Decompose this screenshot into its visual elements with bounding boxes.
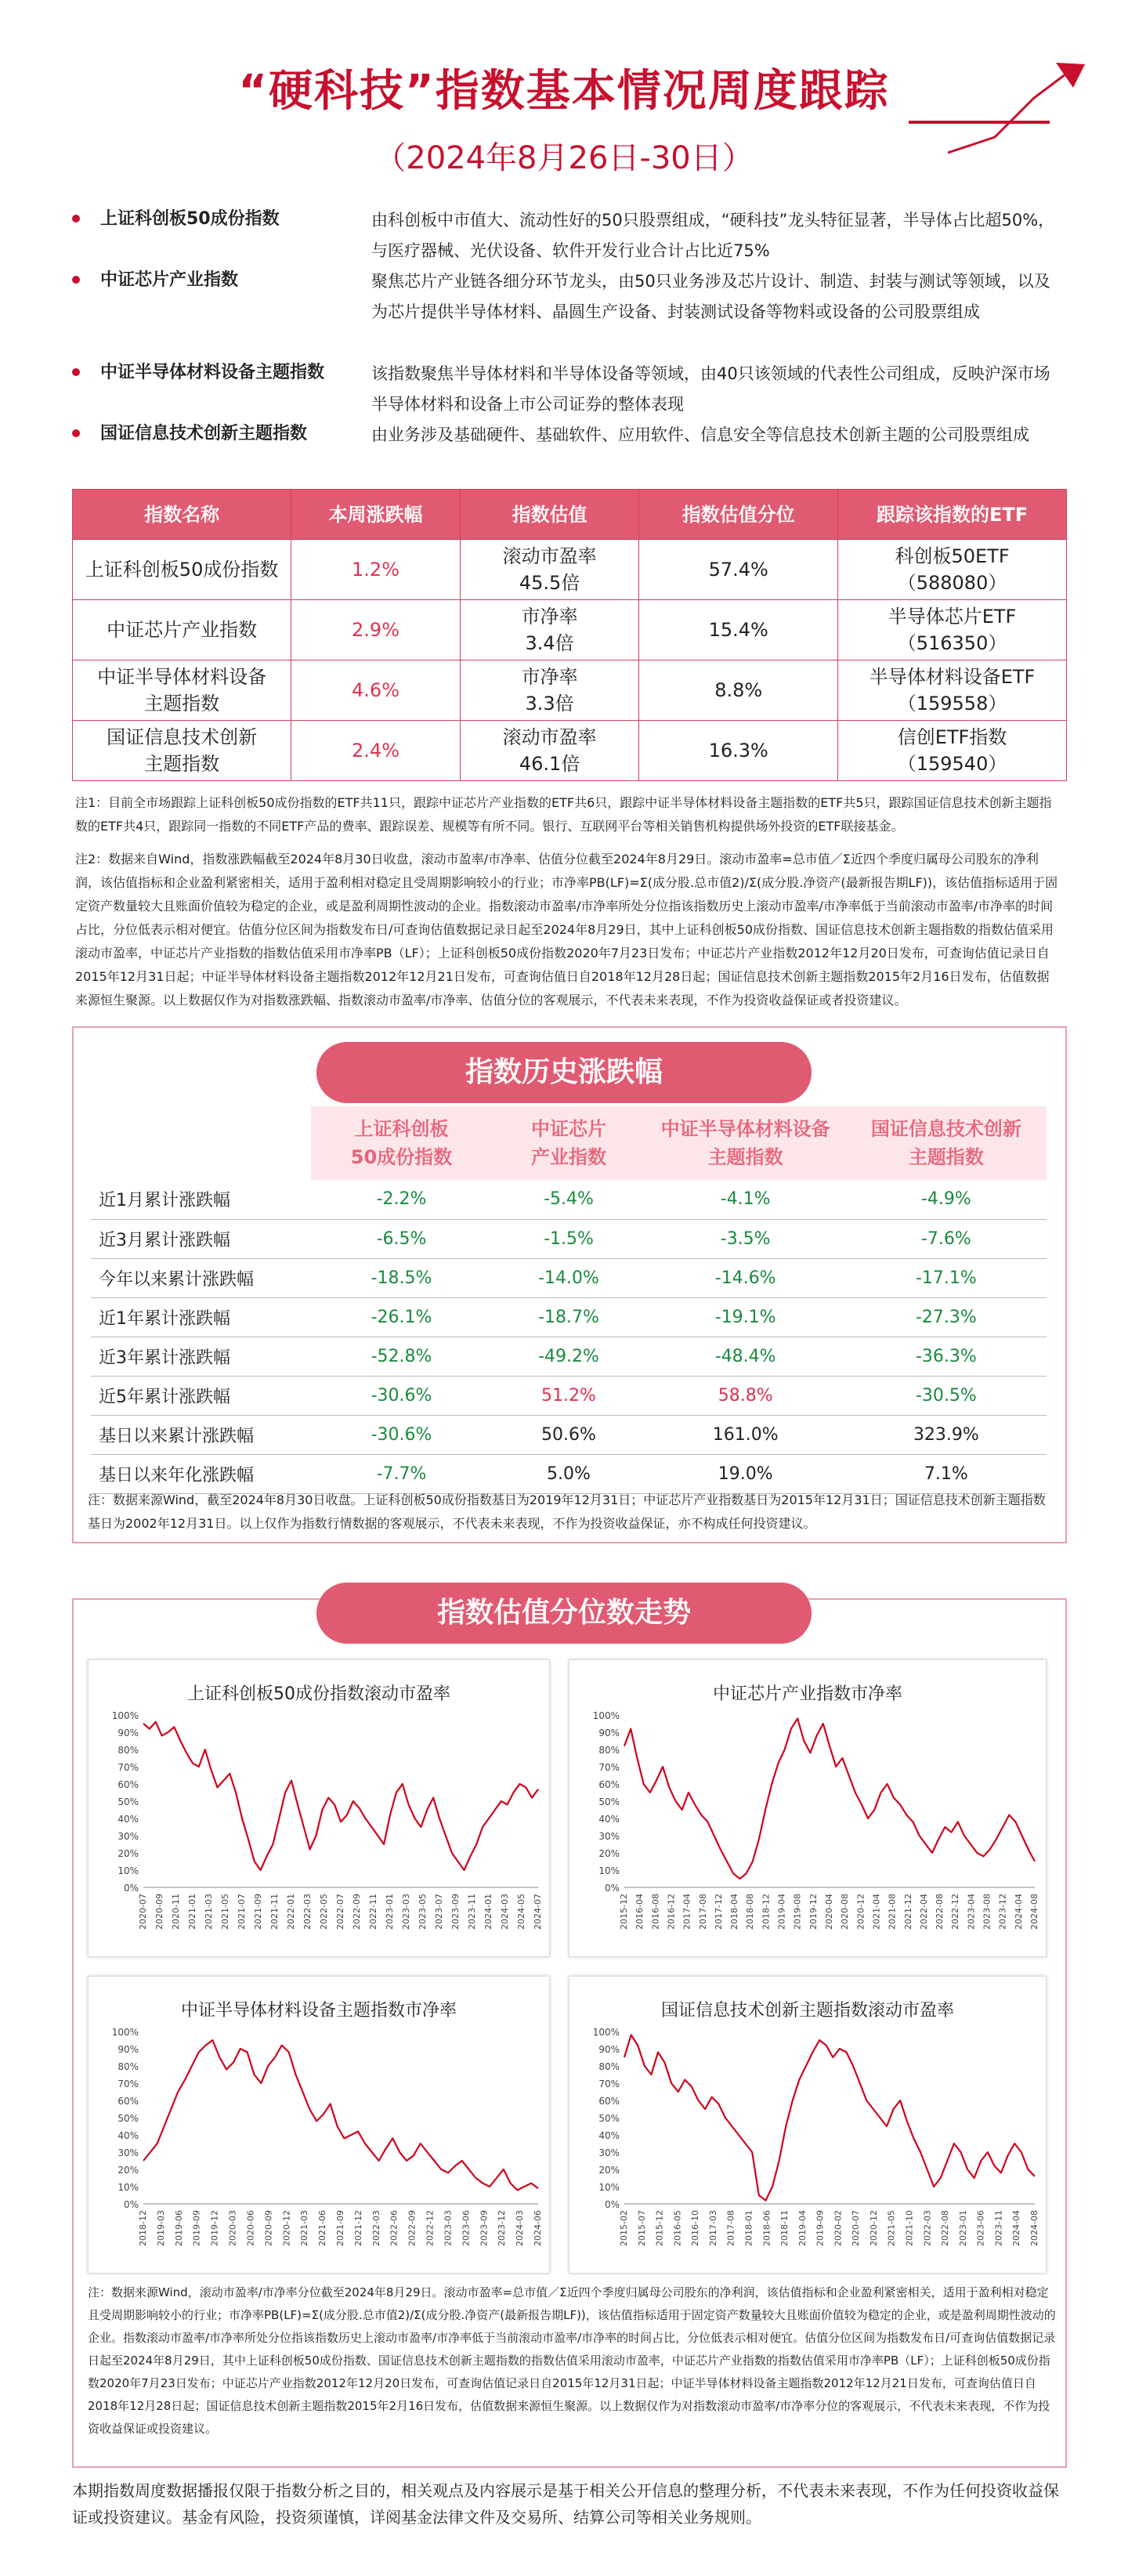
y-tick-label: 20% xyxy=(118,2165,139,2176)
x-tick-label: 2021-05 xyxy=(886,2210,897,2246)
table-row xyxy=(91,1337,1047,1376)
value-cell: -17.1% xyxy=(846,1258,1047,1297)
x-tick-label: 2020-08 xyxy=(840,1894,851,1930)
y-tick-label: 20% xyxy=(598,1848,620,1859)
x-tick-label: 2024-05 xyxy=(516,1894,526,1930)
table-row xyxy=(73,540,1067,600)
x-tick-label: 2019-08 xyxy=(792,1894,803,1930)
value-cell: -36.3% xyxy=(846,1337,1047,1376)
value-cell: -26.1% xyxy=(311,1297,493,1337)
etf-cell xyxy=(838,721,1067,781)
x-tick-label: 2018-08 xyxy=(745,1894,756,1930)
index-name: 中证芯片产业指数 xyxy=(100,270,239,290)
y-tick-label: 80% xyxy=(598,1745,620,1756)
x-tick-label: 2022-05 xyxy=(319,1894,329,1930)
header-cell: 指数估值 xyxy=(460,490,638,540)
x-tick-label: 2016-12 xyxy=(666,1894,677,1930)
index-name-line: 中证半导体材料设备 xyxy=(97,666,267,688)
etf-name: 信创ETF指数 xyxy=(897,726,1007,748)
x-tick-label: 2015-12 xyxy=(619,1894,629,1930)
header-cell xyxy=(645,1106,846,1180)
y-tick-label: 40% xyxy=(598,2130,620,2141)
table-row xyxy=(91,1180,1047,1219)
x-tick-label: 2020-07 xyxy=(138,1894,148,1930)
etf-cell xyxy=(838,660,1067,721)
x-tick-label: 2020-09 xyxy=(263,2210,274,2246)
row-label: 今年以来累计涨跌幅 xyxy=(91,1258,311,1297)
x-tick-label: 2021-05 xyxy=(220,1894,230,1930)
header-cell xyxy=(846,1106,1047,1180)
valuation-type: 滚动市盈率 xyxy=(502,545,597,567)
note-2: 注2：数据来自Wind，指数涨跌幅截至2024年8月30日收盘，滚动市盈率/市净率、估值分位截至2024年8月29日。滚动市盈率=总市值／Σ近四个季度归属母公司股东的净利润，该估值指标和企业盈利紧密相关，适用于盈利相对稳定且受周期影响较小的行业；市净率PB(LF)=Σ(成分股.总市值2)/Σ(成分股.净资产(最新报告期LF))，该估值指标适用于固定资产数量较大且账面价值较为稳定的企业，或是盈利周期性波动的企业。指数滚动市盈率/市净率所处分位指该指数历史上滚动市盈率/市净率低于当前滚动市盈率/市净率的时间占比，分位低表示相对便宜。估值分位区间为指数发布日/可查询估值数据记录日起至2024年8月29日，其中上证科创板50成份指数、国证信息技术创新主题指数的指数估值采用滚动市盈率，中证芯片产业指数的指数估值采用市净率PB（LF）；上证科创板50成份指数2020年7月23日发布；中证芯片产业指数2012年12月20日发布，可查询估值记录日自2015年12月31日起；中证半导体材料设备主题指数2012年12月21日发布，可查询估值日自2018年12月28日起；国证信息技术创新主题指数2015年2月16日发布，估值数据来源恒生聚源。以上数据仅作为对指数涨跌幅、指数滚动市盈率/市净率、估值分位的客观展示，不代表未来表现，不作为投资收益保证或者投资建议。 xyxy=(75,852,1058,1008)
x-tick-label: 2017-12 xyxy=(713,1894,724,1930)
x-tick-label: 2015-02 xyxy=(619,2210,629,2246)
value-cell: 7.1% xyxy=(846,1454,1047,1493)
chart-title: 中证芯片产业指数市净率 xyxy=(712,1684,902,1704)
index-name-line: 国证信息技术创新 xyxy=(107,726,258,748)
x-tick-label: 2019-03 xyxy=(155,2210,166,2246)
series-line xyxy=(624,1718,1035,1879)
table-row xyxy=(91,1454,1047,1493)
chart-title: 中证半导体材料设备主题指数市净率 xyxy=(180,2001,457,2021)
value-cell: -1.5% xyxy=(492,1219,645,1258)
y-tick-label: 0% xyxy=(604,2199,620,2210)
arrow-decoration-icon xyxy=(948,55,1097,157)
x-tick-label: 2018-11 xyxy=(779,2210,790,2246)
x-tick-label: 2021-09 xyxy=(335,2210,345,2246)
y-tick-label: 40% xyxy=(598,1814,620,1825)
note-1: 注1：目前全市场跟踪上证科创板50成份指数的ETF共11只，跟踪中证芯片产业指数的ETF共6只，跟踪中证半导体材料设备主题指数的ETF共5只，跟踪国证信息技术创新主题指数的ETF共4只，跟踪同一指数的不同ETF产品的费率、跟踪误差、规模等有所不同。银行、互联网平台等相关销售机构提供场外投资的ETF联接基金。 xyxy=(75,795,1052,834)
x-tick-label: 2017-04 xyxy=(682,1894,692,1930)
value-cell: -19.1% xyxy=(645,1297,846,1337)
x-tick-label: 2023-08 xyxy=(982,1894,992,1930)
x-tick-label: 2022-01 xyxy=(286,1894,296,1930)
y-tick-label: 80% xyxy=(118,1745,139,1756)
value-cell: -18.7% xyxy=(492,1297,645,1337)
value-cell: -5.4% xyxy=(492,1180,645,1219)
valuation-value: 3.4倍 xyxy=(525,632,574,654)
x-tick-label: 2020-03 xyxy=(227,2210,238,2246)
row-label: 基日以来年化涨跌幅 xyxy=(91,1454,311,1493)
value-cell: -48.4% xyxy=(645,1337,846,1376)
series-line xyxy=(143,1722,538,1870)
y-tick-label: 0% xyxy=(123,2199,139,2210)
x-tick-label: 2023-06 xyxy=(975,2210,986,2246)
history-note: 注：数据来源Wind，截至2024年8月30日收盘。上证科创板50成份指数基日为2019年12月31日；中证芯片产业指数基日为2015年12月31日；国证信息技术创新主题指数基日为2002年12月31日。以上仅作为指数行情数据的客观展示，不代表未来表现，不作为投资收益保证，亦不构成任何投资建议。 xyxy=(88,1492,1046,1531)
index-name-cell: 上证科创板50成份指数 xyxy=(73,540,291,600)
table-header-row xyxy=(91,1106,1047,1180)
chart-title: 国证信息技术创新主题指数滚动市盈率 xyxy=(660,2001,954,2021)
etf-name: 科创板50ETF xyxy=(895,545,1010,567)
value-cell: -4.1% xyxy=(645,1180,846,1219)
bullet-icon xyxy=(72,368,80,376)
x-tick-label: 2020-12 xyxy=(868,2210,879,2246)
table-row xyxy=(73,660,1067,721)
chart-svg xyxy=(89,1660,551,1958)
valuation-chart-1 xyxy=(88,1659,550,1957)
y-tick-label: 70% xyxy=(598,2079,620,2089)
x-tick-label: 2016-04 xyxy=(634,1894,645,1930)
x-tick-label: 2022-08 xyxy=(935,1894,945,1930)
x-tick-label: 2017-08 xyxy=(725,2210,736,2246)
valuation-chart-4 xyxy=(569,1976,1047,2274)
x-tick-label: 2022-03 xyxy=(922,2210,933,2246)
x-tick-label: 2015-07 xyxy=(636,2210,647,2246)
y-tick-label: 20% xyxy=(598,2165,620,2176)
table-row xyxy=(73,600,1067,660)
table-row xyxy=(91,1258,1047,1297)
y-tick-label: 90% xyxy=(118,2044,139,2055)
row-label: 基日以来累计涨跌幅 xyxy=(91,1415,311,1454)
x-tick-label: 2021-12 xyxy=(352,2210,363,2246)
x-tick-label: 2019-12 xyxy=(808,1894,819,1930)
y-tick-label: 60% xyxy=(118,2096,139,2107)
value-cell: -14.6% xyxy=(645,1258,846,1297)
header-line: 国证信息技术创新 xyxy=(870,1118,1021,1140)
weekly-change-cell: 2.4% xyxy=(291,721,461,781)
x-tick-label: 2021-03 xyxy=(299,2210,310,2246)
x-tick-label: 2024-08 xyxy=(1029,1894,1039,1930)
valuation-type: 市净率 xyxy=(521,606,578,628)
etf-code: （516350） xyxy=(897,632,1007,654)
x-tick-label: 2022-09 xyxy=(407,2210,418,2246)
index-summary-table xyxy=(72,489,1067,781)
x-tick-label: 2020-02 xyxy=(833,2210,844,2246)
bullet-icon xyxy=(72,276,80,284)
x-tick-label: 2020-04 xyxy=(824,1894,834,1930)
y-tick-label: 60% xyxy=(598,1779,620,1790)
x-tick-label: 2023-07 xyxy=(434,1894,444,1930)
value-cell: -30.6% xyxy=(311,1415,493,1454)
value-cell: 51.2% xyxy=(492,1376,645,1415)
y-tick-label: 30% xyxy=(118,2147,139,2158)
x-tick-label: 2023-03 xyxy=(401,1894,411,1930)
x-tick-label: 2022-11 xyxy=(368,1894,378,1930)
valuation-cell xyxy=(460,600,638,660)
table-row xyxy=(73,721,1067,781)
value-cell: -7.6% xyxy=(846,1219,1047,1258)
x-tick-label: 2024-08 xyxy=(1029,2210,1039,2246)
y-tick-label: 40% xyxy=(118,1814,139,1825)
valuation-value: 45.5倍 xyxy=(519,572,580,594)
chart-svg xyxy=(569,1977,1047,2274)
index-desc: 由科创板中市值大、流动性好的50只股票组成，“硬科技”龙头特征显著，半导体占比超50%，与医疗器械、光伏设备、软件开发行业合计占比近75% xyxy=(371,211,1055,260)
x-tick-label: 2019-06 xyxy=(173,2210,184,2246)
value-cell: -30.5% xyxy=(846,1376,1047,1415)
valuation-chart-3 xyxy=(88,1976,550,2274)
history-returns-table xyxy=(91,1106,1047,1494)
x-tick-label: 2023-09 xyxy=(479,2210,490,2246)
value-cell: 19.0% xyxy=(645,1454,846,1493)
header-line: 主题指数 xyxy=(908,1146,984,1168)
x-tick-label: 2020-07 xyxy=(851,2210,862,2246)
value-cell: -2.2% xyxy=(311,1180,493,1219)
header-cell: 指数估值分位 xyxy=(639,490,838,540)
y-tick-label: 60% xyxy=(598,2096,620,2107)
x-tick-label: 2023-11 xyxy=(467,1894,477,1930)
x-tick-label: 2023-06 xyxy=(461,2210,472,2246)
valuation-cell xyxy=(460,660,638,721)
etf-name: 半导体材料设备ETF xyxy=(869,666,1036,688)
x-tick-label: 2018-04 xyxy=(729,1894,740,1930)
x-tick-label: 2022-03 xyxy=(371,2210,381,2246)
value-cell: 50.6% xyxy=(492,1415,645,1454)
x-tick-label: 2022-03 xyxy=(302,1894,313,1930)
header-line: 主题指数 xyxy=(707,1146,783,1168)
history-table-body xyxy=(91,1180,1047,1493)
x-tick-label: 2018-06 xyxy=(761,2210,772,2246)
index-desc: 该指数聚焦半导体材料和半导体设备等领域，由40只该领域的代表性公司组成，反映沪深市场半导体材料和设备上市公司证券的整体表现 xyxy=(371,364,1050,414)
chart-svg xyxy=(569,1660,1047,1958)
percentile-cell: 8.8% xyxy=(639,660,838,721)
x-tick-label: 2019-12 xyxy=(209,2210,220,2246)
section-banner: 指数历史涨跌幅 xyxy=(316,1042,812,1103)
x-tick-label: 2022-08 xyxy=(940,2210,951,2246)
etf-code: （159540） xyxy=(897,753,1007,775)
chart-svg xyxy=(89,1977,551,2274)
etf-name: 半导体芯片ETF xyxy=(888,606,1017,628)
x-tick-label: 2023-04 xyxy=(966,1894,977,1930)
series-line xyxy=(624,2035,1035,2200)
x-tick-label: 2021-06 xyxy=(317,2210,328,2246)
x-tick-label: 2023-05 xyxy=(418,1894,428,1930)
x-tick-label: 2019-04 xyxy=(797,2210,808,2246)
y-tick-label: 50% xyxy=(598,2113,620,2124)
y-tick-label: 70% xyxy=(118,2079,139,2089)
x-tick-label: 2015-12 xyxy=(654,2210,665,2246)
x-tick-label: 2021-08 xyxy=(887,1894,898,1930)
value-cell: -49.2% xyxy=(492,1337,645,1376)
x-tick-label: 2022-07 xyxy=(335,1894,345,1930)
header-line: 中证半导体材料设备 xyxy=(660,1118,830,1140)
value-cell: -3.5% xyxy=(645,1219,846,1258)
x-tick-label: 2019-04 xyxy=(776,1894,787,1930)
y-tick-label: 50% xyxy=(598,1796,620,1807)
header-line: 上证科创板 xyxy=(354,1118,449,1140)
header-line: 中证芯片 xyxy=(530,1118,606,1140)
x-tick-label: 2023-03 xyxy=(443,2210,454,2246)
x-tick-label: 2019-09 xyxy=(815,2210,826,2246)
y-tick-label: 10% xyxy=(598,2182,620,2193)
section-banner: 指数估值分位数走势 xyxy=(316,1583,812,1644)
x-tick-label: 2020-06 xyxy=(245,2210,256,2246)
x-tick-label: 2017-08 xyxy=(697,1894,708,1930)
value-cell: -14.0% xyxy=(492,1258,645,1297)
valuation-value: 3.3倍 xyxy=(525,693,574,715)
value-cell: -7.7% xyxy=(311,1454,493,1493)
x-tick-label: 2022-09 xyxy=(352,1894,362,1930)
table-row xyxy=(91,1376,1047,1415)
y-tick-label: 10% xyxy=(598,1865,620,1876)
y-tick-label: 50% xyxy=(118,2113,139,2124)
x-tick-label: 2024-07 xyxy=(533,1894,543,1930)
weekly-change-cell: 1.2% xyxy=(291,540,461,600)
index-name-cell xyxy=(73,660,291,721)
x-tick-label: 2020-12 xyxy=(855,1894,866,1930)
y-tick-label: 0% xyxy=(123,1883,139,1894)
y-tick-label: 0% xyxy=(604,1883,620,1894)
percentile-cell: 57.4% xyxy=(639,540,838,600)
value-cell: 161.0% xyxy=(645,1415,846,1454)
value-cell: -52.8% xyxy=(311,1337,493,1376)
header-divider xyxy=(909,121,1050,124)
x-tick-label: 2018-12 xyxy=(138,2210,148,2246)
row-label: 近3年累计涨跌幅 xyxy=(91,1337,311,1376)
x-tick-label: 2018-12 xyxy=(761,1894,772,1930)
x-tick-label: 2022-12 xyxy=(425,2210,436,2246)
y-tick-label: 60% xyxy=(118,1779,139,1790)
y-tick-label: 20% xyxy=(118,1848,139,1859)
weekly-change-cell: 2.9% xyxy=(291,600,461,660)
chart-title: 上证科创板50成份指数滚动市盈率 xyxy=(187,1684,450,1704)
row-label: 近1年累计涨跌幅 xyxy=(91,1297,311,1337)
etf-code: （159558） xyxy=(897,693,1007,715)
index-name-line: 主题指数 xyxy=(144,693,220,715)
bullet-icon xyxy=(72,215,80,223)
table-row xyxy=(91,1415,1047,1454)
y-tick-label: 30% xyxy=(598,2147,620,2158)
x-tick-label: 2024-03 xyxy=(515,2210,526,2246)
x-tick-label: 2023-12 xyxy=(997,1894,1008,1930)
y-tick-label: 100% xyxy=(592,2027,620,2038)
x-tick-label: 2016-08 xyxy=(650,1894,661,1930)
weekly-change-cell: 4.6% xyxy=(291,660,461,721)
x-tick-label: 2023-01 xyxy=(385,1894,395,1930)
x-tick-label: 2019-09 xyxy=(191,2210,202,2246)
value-cell: 58.8% xyxy=(645,1376,846,1415)
header-line: 50成份指数 xyxy=(350,1146,453,1168)
y-tick-label: 10% xyxy=(118,2182,139,2193)
header-cell: 跟踪该指数的ETF xyxy=(838,490,1067,540)
x-tick-label: 2023-09 xyxy=(450,1894,461,1930)
x-tick-label: 2016-05 xyxy=(672,2210,683,2246)
x-tick-label: 2024-04 xyxy=(1011,2210,1022,2246)
index-name-cell: 中证芯片产业指数 xyxy=(73,600,291,660)
x-tick-label: 2023-12 xyxy=(497,2210,508,2246)
y-tick-label: 90% xyxy=(598,1728,620,1738)
bullet-icon xyxy=(72,429,80,437)
x-tick-label: 2021-07 xyxy=(237,1894,247,1930)
y-tick-label: 30% xyxy=(598,1831,620,1842)
y-tick-label: 100% xyxy=(111,2027,139,2038)
x-tick-label: 2024-04 xyxy=(1013,1894,1024,1930)
x-tick-label: 2021-12 xyxy=(902,1894,913,1930)
y-tick-label: 70% xyxy=(598,1762,620,1773)
valuation-value: 46.1倍 xyxy=(519,753,580,775)
x-tick-label: 2020-11 xyxy=(171,1894,181,1930)
valuation-note: 注：数据来源Wind，滚动市盈率/市净率分位截至2024年8月29日。滚动市盈率=总市值／Σ近四个季度归属母公司股东的净利润，该估值指标和企业盈利紧密相关，适用于盈利相对稳定且受周期影响较小的行业；市净率PB(LF)=Σ(成分股.总市值2)/Σ(成分股.净资产(最新报告期LF))，该估值指标适用于固定资产数量较大且账面价值较为稳定的企业，或是盈利周期性波动的企业。指数滚动市盈率/市净率所处分位指该指数历史上滚动市盈率/市净率低于当前滚动市盈率/市净率的时间占比，分位低表示相对便宜。估值分位区间为指数发布日/可查询估值数据记录日起至2024年8月29日，其中上证科创板50成份指数、国证信息技术创新主题指数的指数估值采用滚动市盈率，中证芯片产业指数的指数估值采用市净率PB（LF）；上证科创板50成份指数2020年7月23日发布；中证芯片产业指数2012年12月20日发布，可查询估值记录日自2015年12月31日起；中证半导体材料设备主题指数2012年12月21日发布，可查询估值日自2018年12月28日起；国证信息技术创新主题指数2015年2月16日发布，估值数据来源恒生聚源。以上数据仅作为对指数滚动市盈率/市净率分位的客观展示，不代表未来表现，不作为投资收益保证或投资建议。 xyxy=(88,2285,1056,2436)
valuation-cell xyxy=(460,721,638,781)
x-tick-label: 2022-12 xyxy=(950,1894,961,1930)
header-cell xyxy=(492,1106,645,1180)
table-row xyxy=(91,1297,1047,1337)
x-tick-label: 2020-12 xyxy=(281,2210,292,2246)
page-title: “硬科技”指数基本情况周度跟踪 xyxy=(238,66,890,117)
y-tick-label: 30% xyxy=(118,1831,139,1842)
value-cell: 5.0% xyxy=(492,1454,645,1493)
x-tick-label: 2024-06 xyxy=(533,2210,543,2246)
index-name: 上证科创板50成份指数 xyxy=(100,209,280,229)
x-tick-label: 2021-09 xyxy=(253,1894,263,1930)
x-tick-label: 2023-01 xyxy=(957,2210,968,2246)
x-tick-label: 2021-03 xyxy=(204,1894,214,1930)
y-tick-label: 90% xyxy=(118,1728,139,1738)
x-tick-label: 2024-03 xyxy=(500,1894,510,1930)
index-name: 国证信息技术创新主题指数 xyxy=(100,424,308,443)
value-cell: -6.5% xyxy=(311,1219,493,1258)
disclaimer: 本期指数周度数据播报仅限于指数分析之目的，相关观点及内容展示是基于相关公开信息的整理分析，不代表未来表现，不作为任何投资收益保证或投资建议。基金有风险，投资须谨慎，详阅基金法律文件及交易所、结算公司等相关业务规则。 xyxy=(72,2481,1059,2527)
y-tick-label: 100% xyxy=(592,1710,620,1721)
series-line xyxy=(143,2040,538,2190)
table-header-row xyxy=(73,490,1067,540)
y-tick-label: 100% xyxy=(111,1710,139,1721)
x-tick-label: 2017-03 xyxy=(707,2210,718,2246)
header-cell xyxy=(311,1106,493,1180)
percentile-cell: 16.3% xyxy=(639,721,838,781)
page-subtitle: （2024年8月26日-30日） xyxy=(374,140,754,176)
header-line: 产业指数 xyxy=(530,1146,606,1168)
valuation-type: 滚动市盈率 xyxy=(502,726,597,748)
x-tick-label: 2021-04 xyxy=(871,1894,882,1930)
y-tick-label: 80% xyxy=(598,2061,620,2072)
header-cell: 指数名称 xyxy=(73,490,291,540)
percentile-cell: 15.4% xyxy=(639,600,838,660)
y-tick-label: 90% xyxy=(598,2044,620,2055)
header-cell-empty xyxy=(91,1106,311,1180)
y-tick-label: 10% xyxy=(118,1865,139,1876)
x-tick-label: 2018-01 xyxy=(743,2210,754,2246)
etf-cell xyxy=(838,600,1067,660)
index-desc: 由业务涉及基础硬件、基础软件、应用软件、信息安全等信息技术创新主题的公司股票组成 xyxy=(371,425,1029,444)
x-tick-label: 2021-11 xyxy=(269,1894,280,1930)
x-tick-label: 2023-11 xyxy=(993,2210,1004,2246)
value-cell: -30.6% xyxy=(311,1376,493,1415)
table-row xyxy=(91,1219,1047,1258)
x-tick-label: 2022-06 xyxy=(389,2210,400,2246)
x-tick-label: 2016-10 xyxy=(690,2210,701,2246)
value-cell: -4.9% xyxy=(846,1180,1047,1219)
index-name-cell xyxy=(73,721,291,781)
index-name: 中证半导体材料设备主题指数 xyxy=(100,363,325,382)
valuation-chart-2 xyxy=(569,1659,1047,1957)
value-cell: -27.3% xyxy=(846,1297,1047,1337)
x-tick-label: 2021-10 xyxy=(904,2210,915,2246)
row-label: 近1月累计涨跌幅 xyxy=(91,1180,311,1219)
valuation-cell xyxy=(460,540,638,600)
y-tick-label: 50% xyxy=(118,1796,139,1807)
value-cell: 323.9% xyxy=(846,1415,1047,1454)
row-label: 近5年累计涨跌幅 xyxy=(91,1376,311,1415)
etf-cell xyxy=(838,540,1067,600)
etf-code: （588080） xyxy=(897,572,1007,594)
y-tick-label: 40% xyxy=(118,2130,139,2141)
y-tick-label: 70% xyxy=(118,1762,139,1773)
y-tick-label: 80% xyxy=(118,2061,139,2072)
x-tick-label: 2021-01 xyxy=(187,1894,197,1930)
x-tick-label: 2024-01 xyxy=(483,1894,494,1930)
x-tick-label: 2020-09 xyxy=(154,1894,164,1930)
index-name-line: 主题指数 xyxy=(144,753,220,775)
value-cell: -18.5% xyxy=(311,1258,493,1297)
x-tick-label: 2022-04 xyxy=(918,1894,929,1930)
index-desc: 聚焦芯片产业链各细分环节龙头，由50只业务涉及芯片设计、制造、封装与测试等领域，以及为芯片提供半导体材料、晶圆生产设备、封装测试设备等物料或设备的公司股票组成 xyxy=(371,272,1050,321)
row-label: 近3月累计涨跌幅 xyxy=(91,1219,311,1258)
header-cell: 本周涨跌幅 xyxy=(291,490,461,540)
valuation-type: 市净率 xyxy=(521,666,578,688)
